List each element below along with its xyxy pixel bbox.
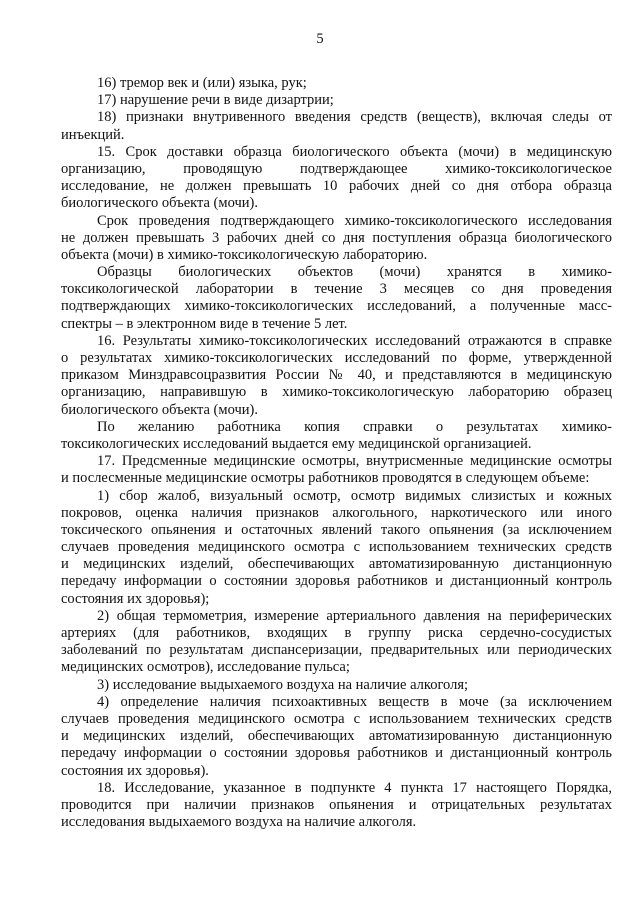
text-line: 16) тремор век и (или) языка, рук; (97, 75, 307, 91)
text-line: 4) определение наличия психоактивных веществ в моче (за исключением (97, 693, 612, 710)
text-line: 17) нарушение речи в виде дизартрии; (97, 92, 334, 109)
paragraph-p17-speech (61, 92, 612, 109)
paragraph-item-15-storage (61, 264, 612, 333)
text-line: спектры – в электронном виде в течение 5 лет. (61, 315, 348, 332)
text-line: случаев проведения медицинского осмотра с использованием технических средств (61, 539, 612, 556)
paragraph-item-17-4 (61, 694, 612, 780)
text-line: медицинских осмотров), исследование пульса; (61, 659, 350, 676)
text-line: заболеваний по результатам диспансеризации, предварительных или периодических (61, 642, 612, 659)
text-line: 15. Срок доставки образца биологического объекта (мочи) в медицинскую (97, 143, 612, 160)
text-line: случаев проведения медицинского осмотра с использованием технических средств (61, 710, 612, 727)
paragraph-item-15 (61, 144, 612, 213)
text-line: токсикологических исследований выдается ему медицинской организацией. (61, 435, 532, 452)
text-line: 2) общая термометрия, измерение артериального давления на периферических (97, 607, 612, 624)
page-number: 5 (316, 31, 324, 47)
paragraph-item-18 (61, 780, 612, 832)
text-line: проводится при наличии признаков опьянения и отрицательных результатах (61, 796, 612, 813)
text-line: приказом Минздравсоцразвития России № 40, и представляются в медицинскую (61, 367, 612, 384)
paragraph-p16-tremor (61, 75, 612, 92)
text-line: 3) исследование выдыхаемого воздуха на наличие алкоголя; (97, 676, 469, 693)
paragraph-item-16-copy (61, 419, 612, 453)
text-line: исследования выдыхаемого воздуха на наличие алкоголя. (61, 814, 417, 831)
text-line: передачу информации о состоянии здоровья работников и дистанционный контроль (61, 745, 612, 762)
text-line: 18) признаки внутривенного введения средств (веществ), включая следы от (97, 109, 612, 126)
text-line: и медицинских изделий, обеспечивающих автоматизированную дистанционную (61, 728, 612, 745)
text-line: 16. Результаты химико-токсикологических исследований отражаются в справке (97, 332, 612, 349)
text-line: 18. Исследование, указанное в подпункте 4 пункта 17 настоящего Порядка, (97, 779, 612, 796)
paragraph-item-17-2 (61, 608, 612, 677)
text-line: инъекций. (61, 126, 125, 143)
text-line: биологического объекта (мочи). (61, 401, 258, 418)
paragraph-item-15-term (61, 213, 612, 265)
text-line: биологического объекта (мочи). (61, 195, 258, 212)
paragraph-item-17-3 (61, 677, 612, 694)
text-line: не должен превышать 3 рабочих дней со дня поступления образца биологического (61, 229, 612, 246)
text-line: организацию, проводящую подтверждающее химико-токсикологическое (61, 160, 612, 177)
document-body (61, 75, 612, 831)
text-line: 17. Предсменные медицинские осмотры, внутрисменные медицинские осмотры (97, 453, 612, 470)
text-line: организацию, направившую в химико-токсикологическую лабораторию образец (61, 384, 612, 401)
text-line: По желанию работника копия справки о результатах химико- (97, 418, 612, 435)
text-line: 1) сбор жалоб, визуальный осмотр, осмотр видимых слизистых и кожных (97, 487, 612, 504)
text-line: передачу информации о состоянии здоровья работников и дистанционный контроль (61, 573, 612, 590)
text-line: исследование, не должен превышать 10 рабочих дней со дня отбора образца (61, 178, 612, 195)
text-line: состояния их здоровья); (61, 590, 210, 607)
text-line: артериях (для работников, входящих в группу риска сердечно-сосудистых (61, 625, 612, 641)
text-line: состояния их здоровья). (61, 762, 209, 779)
paragraph-item-17-1 (61, 488, 612, 608)
text-line: объекта (мочи) в химико-токсикологическую лабораторию. (61, 246, 428, 263)
paragraph-item-16 (61, 333, 612, 419)
text-line: и послесменные медицинские осмотры работников проводятся в следующем объеме: (61, 470, 590, 487)
text-line: подтверждающих химико-токсикологических исследований, а полученные масс- (61, 298, 612, 315)
paragraph-p18-injection (61, 109, 612, 143)
text-line: Срок проведения подтверждающего химико-токсикологического исследования (97, 212, 612, 229)
text-line: покровов, оценка наличия признаков алкогольного, наркотического или иного (61, 504, 612, 521)
text-line: токсикологической лаборатории в течение 3 месяцев со дня проведения (61, 281, 612, 298)
text-line: и медицинских изделий, обеспечивающих автоматизированную дистанционную (61, 556, 612, 573)
text-line: о результатах химико-токсикологических исследований по форме, утвержденной (61, 350, 612, 366)
text-line: токсического опьянения и остаточных явлений такого опьянения (за исключением (61, 521, 612, 538)
paragraph-item-17 (61, 453, 612, 487)
text-line: Образцы биологических объектов (мочи) хранятся в химико- (97, 264, 612, 281)
